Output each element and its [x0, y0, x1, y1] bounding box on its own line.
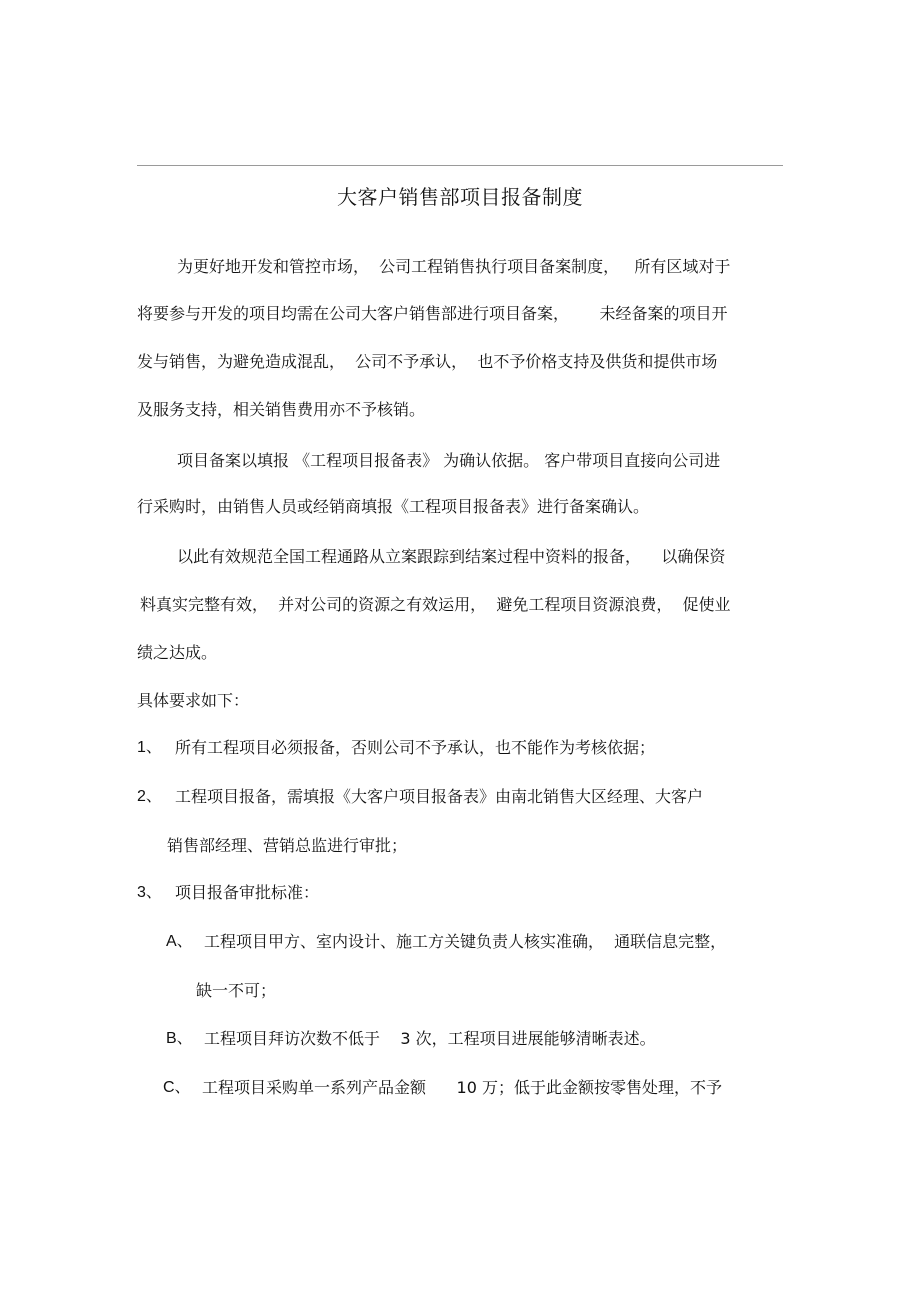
- paragraph-line: 行采购时，由销售人员或经销商填报《工程项目报备表》进行备案确认。: [137, 497, 650, 516]
- requirements-heading: 具体要求如下：: [137, 691, 250, 710]
- paragraph-line: 为更好地开发和管控市场， 公司工程销售执行项目备案制度， 所有区域对于: [177, 257, 731, 276]
- sub-list-item: 工程项目拜访次数不低于 3 次，工程项目进展能够清晰表述。: [204, 1029, 656, 1048]
- sub-item-marker: B、: [166, 1030, 193, 1047]
- paragraph-line: 项目备案以填报 《工程项目报备表》 为确认依据。 客户带项目直接向公司进: [177, 451, 721, 470]
- paragraph-line: 以此有效规范全国工程通路从立案跟踪到结案过程中资料的报备， 以确保资: [177, 547, 726, 566]
- header-rule: [137, 165, 783, 166]
- sub-item-marker: A、: [166, 933, 193, 950]
- sub-list-item: 工程项目采购单一系列产品金额 10 万；低于此金额按零售处理，不予: [202, 1078, 722, 1097]
- document-title: 大客户销售部项目报备制度: [337, 185, 583, 209]
- paragraph-line: 及服务支持，相关销售费用亦不予核销。: [137, 400, 426, 419]
- paragraph-line: 将要参与开发的项目均需在公司大客户销售部进行项目备案， 未经备案的项目开: [137, 304, 728, 323]
- paragraph-line: 绩之达成。: [137, 643, 218, 662]
- list-item: 销售部经理、营销总监进行审批；: [167, 836, 408, 855]
- sub-list-item: 缺一不可；: [196, 981, 277, 1000]
- item-marker: 2、: [137, 788, 162, 805]
- list-item: 所有工程项目必须报备，否则公司不予承认，也不能作为考核依据；: [175, 738, 656, 757]
- sub-list-item: 工程项目甲方、室内设计、施工方关键负责人核实准确， 通联信息完整，: [204, 932, 727, 951]
- list-item: 项目报备审批标准：: [175, 883, 320, 902]
- item-marker: 3、: [137, 884, 162, 901]
- item-marker: 1、: [137, 739, 162, 756]
- paragraph-line: 料真实完整有效， 并对公司的资源之有效运用， 避免工程项目资源浪费， 促使业: [140, 595, 731, 614]
- sub-item-marker: C、: [163, 1079, 191, 1096]
- paragraph-line: 发与销售，为避免造成混乱， 公司不予承认， 也不予价格支持及供货和提供市场: [137, 352, 718, 371]
- list-item: 工程项目报备，需填报《大客户项目报备表》由南北销售大区经理、大客户: [175, 787, 704, 806]
